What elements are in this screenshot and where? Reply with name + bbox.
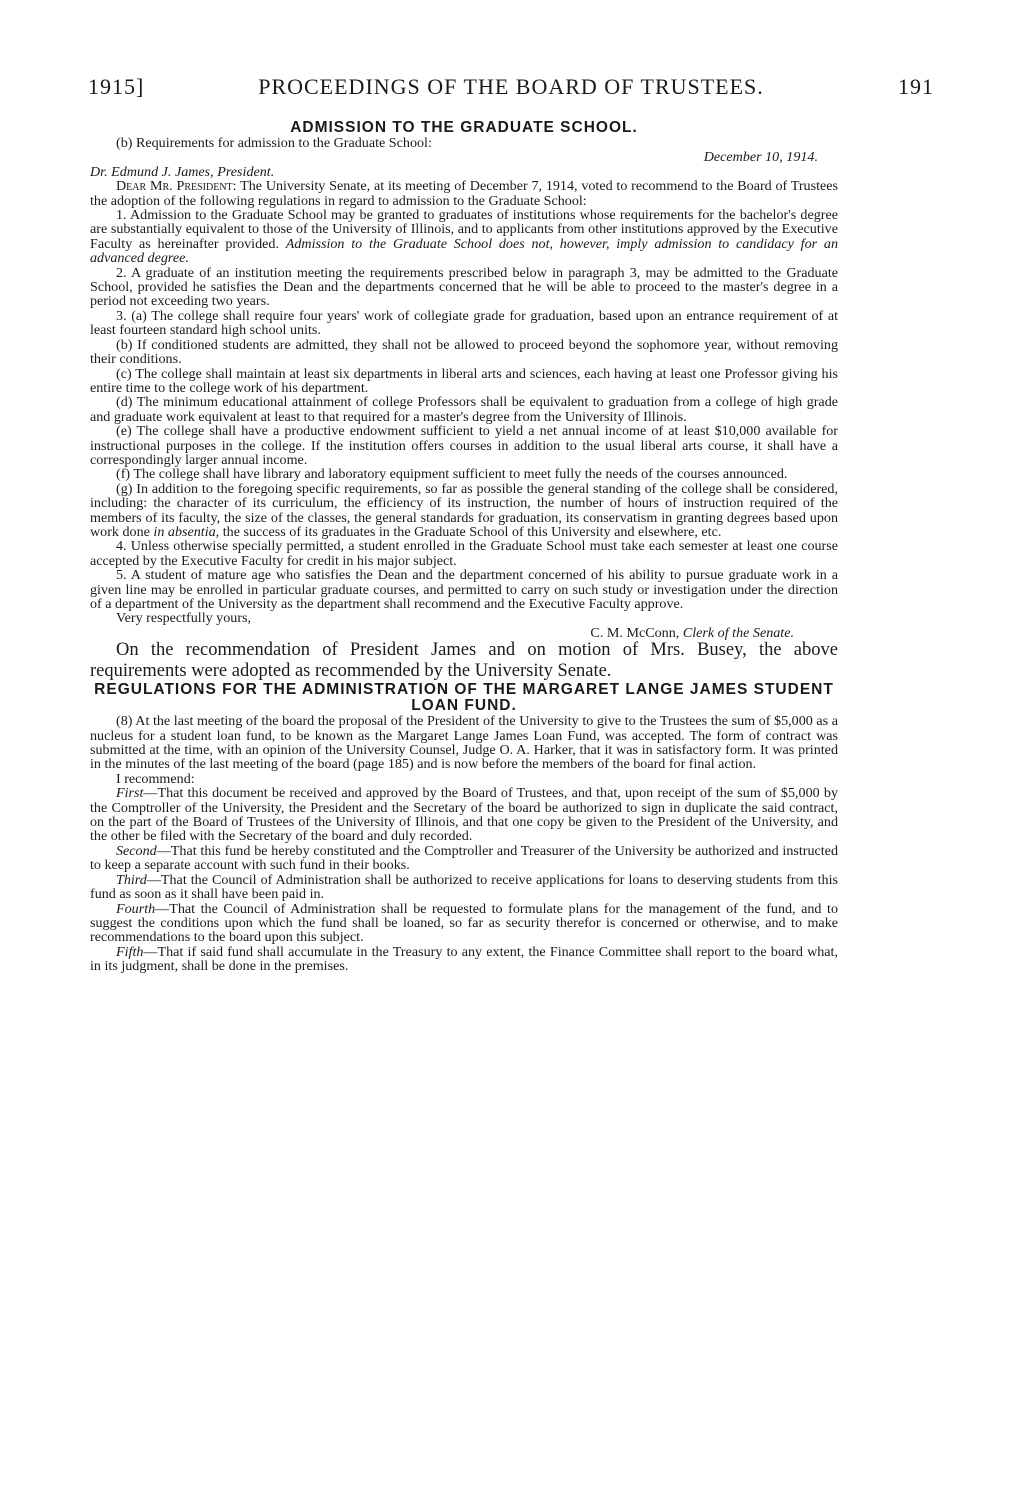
letter-addressee: Dr. Edmund J. James, President.	[90, 163, 275, 180]
item-text: That if said fund shall accumulate in the Treasury to any extent, the Finance Committee shall report to the board what, in its judgment, shall be done in the premises.	[90, 943, 838, 975]
paragraph-2: 2. A graduate of an institution meeting the requirements prescribed below in paragraph 3, may be admitted to the Graduate School, provided he satisfies the Dean and the departments concerned that he will be able to proceed to the master's degree in a period not exceeding two years.	[90, 264, 838, 310]
running-head	[88, 74, 934, 108]
page-number: 191	[898, 74, 934, 99]
intro-paragraph: (b) Requirements for admission to the Graduate School:	[116, 135, 432, 151]
recommendation-fourth	[90, 902, 838, 945]
item-dash: —	[155, 900, 170, 917]
item-dash: —	[156, 842, 171, 859]
paragraph-3b: (b) If conditioned students are admitted, they shall not be allowed to proceed beyond the sophomore year, without removing their conditions.	[90, 336, 838, 368]
salutation: Dear Mr. President:	[116, 178, 237, 195]
recommendation-second	[90, 844, 838, 873]
section-heading-admission: ADMISSION TO THE GRADUATE SCHOOL.	[290, 119, 638, 136]
section-heading-loan-fund: REGULATIONS FOR THE ADMINISTRATION OF THE MARGARET LANGE JAMES STUDENT LOAN FUND.	[94, 681, 834, 715]
letter-body-text: The University Senate, at its meeting of December 7, 1914, voted to recommend to the Board of Trustees the adoption of the following regulations in regard to admission to the Graduate School:	[90, 178, 838, 209]
recommendation-first	[90, 786, 838, 844]
paragraph-3d: (d) The minimum educational attainment of college Professors shall be equivalent to graduation from a college of high grade and graduate work equivalent at least to that required for a master's degree from the University of Illinois.	[90, 394, 838, 425]
item-text: That the Council of Administration shall be requested to formulate plans for the management of the fund, and to suggest the conditions upon which the fund shall be loaned, so far as security therefor is concerned or otherwise, and to make recommendations to the board upon this subject.	[90, 900, 838, 946]
signature-title: Clerk of the Senate.	[682, 624, 794, 641]
recommend-line: I recommend:	[116, 770, 195, 787]
paragraph-8: (8) At the last meeting of the board the proposal of the President of the University to give to the Trustees the sum of $5,000 as a nucleus for a student loan fund, to be known as the Margaret Lange James Loan Fund, was accepted. The form of contract was submitted at the time, with an opinion of the University Counsel, Judge O. A. Harker, that it was in satisfactory form. It was printed in the minutes of the last meeting of the board (page 185) and is now before the members of the board for final action.	[90, 713, 838, 773]
paragraph-3g	[90, 482, 838, 540]
item-label: Third	[116, 871, 147, 888]
item-label: First	[116, 785, 144, 802]
paragraph-3c: (c) The college shall maintain at least six departments in liberal arts and sciences, each having at least one Professor giving his entire time to the college work of his department.	[90, 365, 838, 396]
letter-body	[90, 179, 838, 208]
recommendation-third	[90, 873, 838, 902]
paragraph-3g-italic: in absentia,	[153, 523, 220, 540]
item-label: Fifth	[116, 943, 144, 960]
paragraph-3g-end: the success of its graduates in the Graduate School of this University and elsewhere, etc.	[222, 523, 722, 540]
running-title: PROCEEDINGS OF THE BOARD OF TRUSTEES.	[258, 74, 764, 99]
page-content	[90, 120, 838, 974]
paragraph-1	[90, 208, 838, 266]
paragraph-4: 4. Unless otherwise specially permitted, a student enrolled in the Graduate School must take each semester at least one course accepted by the Executive Faculty for credit in his major subject.	[90, 538, 838, 569]
item-dash: —	[146, 871, 161, 888]
letter-date: December 10, 1914.	[703, 149, 818, 166]
item-label: Fourth	[116, 900, 156, 917]
item-text: That the Council of Administration shall be authorized to receive applications for loans to deserving students from this fund as soon as it shall have been paid in.	[90, 871, 838, 903]
paragraph-3f: (f) The college shall have library and laboratory equipment sufficient to meet fully the needs of the courses announced.	[116, 466, 788, 483]
paragraph-3a: 3. (a) The college shall require four years' work of collegiate grade for graduation, based upon an entrance requirement of at least fourteen standard high school units.	[90, 307, 838, 339]
paragraph-5: 5. A student of mature age who satisfies the Dean and the department concerned of his ability to pursue graduate work in a given line may be enrolled in particular graduate courses, and permitted to carry on such study or investigation under the direction of a department of the University as the department shall recommend and the Executive Faculty approve.	[90, 567, 838, 612]
paragraph-3e: (e) The college shall have a productive endowment sufficient to yield a net annual income of at least $10,000 available for instructional purposes in the college. If the institution offers courses in addition to the usual liberal arts course, it shall have a correspondingly larger annual income.	[90, 423, 838, 468]
recommendation-fifth	[90, 945, 838, 974]
paragraph-3g-start: (g) In addition to the foregoing specific requirements, so far as possible the general standing of the college shall be considered, including: the character of its curriculum, the efficiency of its instruction, the number of hours of instruction required of the members of its faculty, the size of the classes, the general standards for graduation, its conservatism in granting degrees based upon work done	[90, 480, 838, 540]
year: 1915]	[88, 74, 145, 99]
letter-signature	[90, 626, 838, 640]
item-text: That this fund be hereby constituted and the Comptroller and Treasurer of the University be authorized and instructed to keep a separate account with such fund in their books.	[90, 842, 838, 874]
item-label: Second	[116, 842, 157, 859]
item-dash: —	[143, 943, 158, 960]
paragraph-1-italic: Admission to the Graduate School does not, however, imply admission to candidacy for an advanced degree.	[90, 235, 838, 267]
letter-closing: Very respectfully yours,	[116, 610, 252, 627]
item-text: That this document be received and approved by the Board of Trustees, and that, upon receipt of the sum of $5,000 by the Comptroller of the University, the President and the Secretary of the board be authorized to sign in duplicate the said contract, on the part of the Board of Trustees of the University of Illinois, and that one copy be given to the President of the University, and the other be filed with the Secretary of the board and duly recorded.	[90, 785, 838, 845]
signature-name: C. M. McConn,	[590, 624, 680, 641]
item-dash: —	[143, 785, 158, 802]
board-resolution: On the recommendation of President James and on motion of Mrs. Busey, the above requirements were adopted as recommended by the University Senate.	[90, 640, 838, 682]
paragraph-1-text: 1. Admission to the Graduate School may be granted to graduates of institutions whose requirements for the bachelor's degree are substantially equivalent to those of the University of Illinois, and to applicants from other institutions approved by the Executive Faculty as hereinafter provided.	[90, 207, 838, 252]
